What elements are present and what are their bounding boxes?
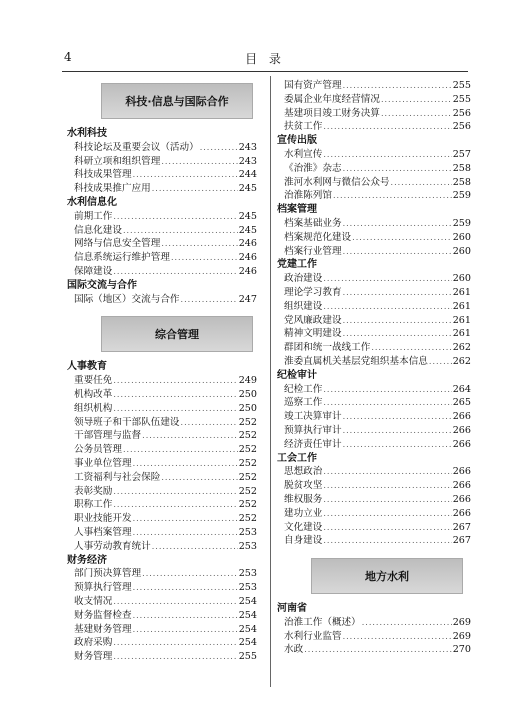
toc-entry[interactable] [74,141,257,155]
toc-entry[interactable] [74,182,257,196]
toc-entry-page: 259 [452,217,471,229]
toc-entry-title: 部门预决算管理 [74,568,142,580]
toc-entry-title: 公务员管理 [74,444,122,456]
toc-entry-title: 预算执行管理 [74,582,132,594]
toc-entry-page: 255 [238,651,257,663]
toc-entry-title: 建功立业 [284,507,323,519]
toc-category: 财务经济 [67,554,107,566]
toc-entry-page: 252 [238,430,257,442]
toc-entry-title: 脱贫攻坚 [284,480,323,492]
toc-entry-title: 维权服务 [284,493,323,505]
toc-leader-dots [113,650,237,664]
toc-entry-title: 档案规范化建设 [284,231,352,243]
toc-entry-title: 竣工决算审计 [284,411,342,423]
toc-entry[interactable] [284,630,471,644]
toc-leader-dots [343,438,452,452]
toc-leader-dots [113,265,237,279]
toc-category: 水利信息化 [67,196,117,208]
toc-leader-dots [113,595,237,609]
toc-entry-page: 245 [238,224,257,236]
toc-leader-dots [161,471,237,485]
toc-leader-dots [343,162,452,176]
toc-entry-page: 250 [238,402,257,414]
toc-left-column [67,79,257,664]
toc-leader-dots [133,609,238,623]
toc-entry-title: 文化建设 [284,521,323,533]
toc-entry-title: 委属企业年度经营情况 [284,93,380,105]
column-divider [270,76,271,687]
toc-leader-dots [133,457,238,471]
toc-entry[interactable] [284,521,471,535]
toc-entry-title: 思想政治 [284,466,323,478]
toc-entry-title: 表彰奖励 [74,485,113,497]
toc-entry-title: 重要任免 [74,375,113,387]
toc-entry[interactable] [284,383,471,397]
toc-leader-dots [161,237,237,251]
toc-leader-dots [343,327,452,341]
toc-entry-page: 249 [238,375,257,387]
toc-leader-dots [323,396,451,410]
toc-entry[interactable] [74,471,257,485]
toc-entry-page: 266 [452,466,471,478]
toc-entry-title: 政府采购 [74,637,113,649]
toc-entry[interactable] [74,498,257,512]
toc-entry-page: 253 [238,540,257,552]
toc-leader-dots [362,616,452,630]
toc-entry-page: 260 [452,231,471,243]
toc-entry-title: 职业技能开发 [74,513,132,525]
toc-entry[interactable] [284,327,471,341]
toc-entry-page: 254 [238,595,257,607]
toc-entry-title: 治淮工作（概述） [284,616,361,628]
toc-leader-dots [391,176,452,190]
toc-leader-dots [323,521,451,535]
toc-entry-title: 预算执行审计 [284,424,342,436]
toc-entry[interactable] [284,396,471,410]
toc-entry-page: 252 [238,499,257,511]
toc-entry-page: 253 [238,568,257,580]
toc-entry-title: 水政 [284,644,304,656]
toc-entry-page: 243 [238,155,257,167]
toc-entry-title: 工资福利与社会保险 [74,471,161,483]
toc-leader-dots [343,314,452,328]
toc-category: 人事教育 [67,361,107,373]
toc-entry[interactable] [284,643,471,657]
toc-entry[interactable] [74,168,257,182]
toc-leader-dots [123,443,238,457]
toc-entry-title: 水利宣传 [284,148,323,160]
toc-entry-page: 265 [452,397,471,409]
toc-entry-page: 254 [238,623,257,635]
toc-entry-title: 档案基础业务 [284,217,342,229]
toc-leader-dots [113,374,237,388]
toc-entry[interactable] [284,231,471,245]
toc-entry-page: 255 [452,80,471,91]
toc-leader-dots [323,479,451,493]
toc-entry[interactable] [74,485,257,499]
toc-entry[interactable] [284,465,471,479]
toc-entry[interactable] [74,402,257,416]
toc-leader-dots [323,148,451,162]
toc-entry-page: 266 [452,424,471,436]
toc-entry-title: 保障建设 [74,265,113,277]
toc-entry-page: 246 [238,238,257,250]
toc-entry-title: 淮河水利网与微信公众号 [284,176,390,188]
toc-entry[interactable] [284,616,471,630]
toc-entry-title: 经济责任审计 [284,438,342,450]
toc-entry[interactable] [284,438,471,452]
toc-leader-dots [333,189,452,203]
toc-entry[interactable] [284,341,471,355]
toc-entry[interactable] [74,526,257,540]
toc-entry-page: 269 [452,616,471,628]
toc-entry[interactable] [74,581,257,595]
toc-entry-page: 258 [452,162,471,174]
toc-leader-dots [113,388,237,402]
toc-entry[interactable] [74,623,257,637]
toc-entry-page: 244 [238,169,257,181]
toc-entry[interactable] [74,416,257,430]
toc-entry-page: 252 [238,457,257,469]
toc-leader-dots [323,507,451,521]
toc-entry[interactable] [74,265,257,279]
toc-entry-page: 252 [238,513,257,525]
toc-entry-title: 科研立项和组织管理 [74,155,161,167]
toc-entry-page: 261 [452,300,471,312]
toc-entry-title: 精神文明建设 [284,328,342,340]
toc-leader-dots [113,485,237,499]
toc-entry[interactable] [284,176,471,190]
toc-entry-title: 党风廉政建设 [284,314,342,326]
toc-entry-page: 255 [452,93,471,105]
toc-entry-title: 淮委直属机关基层党组织基本信息 [284,355,428,367]
toc-leader-dots [133,581,238,595]
toc-entry-title: 《治淮》杂志 [284,162,342,174]
toc-entry[interactable] [284,189,471,203]
toc-entry[interactable] [74,595,257,609]
toc-leader-dots [181,416,238,430]
toc-entry[interactable] [74,567,257,581]
toc-entry-page: 253 [238,582,257,594]
toc-entry-page: 245 [238,183,257,195]
toc-entry-title: 档案行业管理 [284,245,342,257]
toc-entry-page: 269 [452,630,471,642]
toc-entry[interactable] [74,210,257,224]
toc-entry[interactable] [74,374,257,388]
toc-leader-dots [133,623,238,637]
toc-entry-title: 人事劳动教育统计 [74,540,151,552]
toc-leader-dots [152,540,238,554]
section-banner: 科技·信息与国际合作 [101,83,253,119]
toc-entry-page: 254 [238,609,257,621]
toc-entry-page: 252 [238,471,257,483]
toc-leader-dots [304,643,452,657]
toc-leader-dots [343,410,452,424]
toc-entry-page: 257 [452,148,471,160]
toc-category: 宣传出版 [277,135,317,147]
toc-entry[interactable] [74,293,257,307]
toc-leader-dots [171,251,238,265]
toc-entry-title: 自身建设 [284,535,323,547]
toc-entry[interactable] [284,79,471,93]
toc-entry-title: 财务监督检查 [74,609,132,621]
toc-entry-page: 250 [238,388,257,400]
toc-leader-dots [133,168,238,182]
toc-entry-title: 国有资产管理 [284,80,342,91]
toc-entry-page: 259 [452,190,471,202]
toc-entry-page: 267 [452,535,471,547]
toc-entry-page: 246 [238,252,257,264]
toc-entry[interactable] [284,534,471,548]
toc-entry-page: 253 [238,526,257,538]
toc-entry-page: 258 [452,176,471,188]
page-number: 4 [64,50,72,64]
toc-entry[interactable] [74,636,257,650]
toc-entry[interactable] [284,272,471,286]
running-title: 目 录 [245,52,285,66]
toc-category: 水利科技 [67,128,107,139]
toc-entry-page: 262 [452,355,471,367]
toc-leader-dots [323,120,451,134]
toc-entry-title: 组织机构 [74,402,113,414]
toc-entry-title: 科技成果管理 [74,169,132,181]
toc-entry-page: 252 [238,485,257,497]
toc-leader-dots [133,512,238,526]
toc-entry-title: 人事档案管理 [74,526,132,538]
toc-leader-dots [133,526,238,540]
toc-entry[interactable] [284,162,471,176]
toc-entry[interactable] [284,245,471,259]
toc-entry-page: 266 [452,493,471,505]
toc-entry-title: 收支情况 [74,595,113,607]
toc-entry[interactable] [74,237,257,251]
toc-leader-dots [343,286,452,300]
toc-entry[interactable] [74,224,257,238]
toc-leader-dots [200,141,238,155]
section-banner: 综合管理 [101,316,253,352]
toc-entry-page: 245 [238,210,257,222]
toc-leader-dots [113,498,237,512]
toc-entry-page: 254 [238,637,257,649]
toc-entry[interactable] [284,107,471,121]
toc-entry-page: 261 [452,328,471,340]
toc-entry-page: 247 [238,293,257,305]
toc-entry-title: 网络与信息安全管理 [74,238,161,250]
toc-category: 河南省 [277,603,307,615]
toc-entry[interactable] [284,479,471,493]
toc-entry-page: 266 [452,411,471,423]
toc-entry-title: 财务管理 [74,651,113,663]
toc-right-column [277,79,471,657]
toc-leader-dots [152,182,238,196]
toc-entry[interactable] [284,286,471,300]
toc-leader-dots [323,465,451,479]
toc-leader-dots [113,636,237,650]
toc-category: 工会工作 [277,452,317,464]
toc-leader-dots [381,107,452,121]
toc-entry-title: 水利行业监管 [284,630,342,642]
toc-entry[interactable] [74,609,257,623]
toc-entry-title: 群团和统一战线工作 [284,342,371,354]
toc-entry-title: 信息化建设 [74,224,122,236]
toc-entry[interactable] [74,429,257,443]
toc-leader-dots [343,424,452,438]
toc-entry-title: 理论学习教育 [284,286,342,298]
toc-leader-dots [323,300,451,314]
toc-entry-title: 扶贫工作 [284,121,323,133]
toc-entry-title: 前期工作 [74,210,113,222]
toc-leader-dots [429,355,452,369]
toc-entry-title: 纪检工作 [284,383,323,395]
toc-entry[interactable] [74,457,257,471]
toc-category: 国际交流与合作 [67,279,137,291]
toc-entry-page: 252 [238,444,257,456]
toc-entry-page: 261 [452,314,471,326]
toc-entry-title: 科技论坛及重要会议（活动） [74,141,199,153]
toc-entry-page: 262 [452,342,471,354]
toc-leader-dots [371,341,451,355]
toc-entry-title: 巡察工作 [284,397,323,409]
toc-entry-title: 机构改革 [74,388,113,400]
spacer [277,548,471,554]
toc-leader-dots [161,155,237,169]
toc-entry-page: 246 [238,265,257,277]
section-banner: 地方水利 [311,558,463,594]
toc-entry-page: 256 [452,107,471,119]
toc-entry-title: 领导班子和干部队伍建设 [74,416,180,428]
toc-category: 党建工作 [277,259,317,271]
toc-leader-dots [123,224,238,238]
toc-entry[interactable] [74,388,257,402]
toc-leader-dots [181,293,238,307]
toc-leader-dots [142,567,238,581]
toc-entry-title: 事业单位管理 [74,457,132,469]
toc-entry[interactable] [74,650,257,664]
toc-entry-title: 国际（地区）交流与合作 [74,293,180,305]
toc-leader-dots [381,93,452,107]
toc-leader-dots [343,79,452,93]
toc-entry[interactable] [284,148,471,162]
toc-entry-page: 252 [238,416,257,428]
toc-leader-dots [343,630,452,644]
toc-leader-dots [343,245,452,259]
toc-entry-title: 治淮陈列馆 [284,190,332,202]
toc-leader-dots [113,402,237,416]
toc-entry[interactable] [284,217,471,231]
toc-entry[interactable] [74,443,257,457]
toc-entry-title: 干部管理与监督 [74,430,142,442]
toc-entry[interactable] [74,540,257,554]
toc-entry[interactable] [284,93,471,107]
toc-entry[interactable] [74,251,257,265]
toc-entry[interactable] [284,410,471,424]
toc-entry[interactable] [284,300,471,314]
toc-entry-title: 政治建设 [284,273,323,285]
toc-entry-page: 261 [452,286,471,298]
toc-leader-dots [343,217,452,231]
toc-entry-page: 256 [452,121,471,133]
toc-entry[interactable] [284,314,471,328]
toc-entry-page: 267 [452,521,471,533]
toc-leader-dots [113,210,237,224]
toc-leader-dots [352,231,452,245]
header-rule [62,71,468,72]
toc-entry-title: 基建项目竣工财务决算 [284,107,380,119]
toc-entry[interactable] [284,120,471,134]
toc-entry[interactable] [284,355,471,369]
toc-entry-page: 243 [238,141,257,153]
toc-entry[interactable] [284,507,471,521]
toc-category: 纪检审计 [277,369,317,381]
toc-leader-dots [323,493,451,507]
toc-entry[interactable] [284,424,471,438]
toc-entry-title: 组织建设 [284,300,323,312]
toc-entry-title: 基建财务管理 [74,623,132,635]
toc-entry-page: 270 [452,644,471,656]
toc-entry[interactable] [74,155,257,169]
toc-entry-title: 职称工作 [74,499,113,511]
toc-leader-dots [323,272,451,286]
toc-entry-page: 266 [452,438,471,450]
spacer [67,306,257,312]
page-header [62,48,468,68]
toc-category: 档案管理 [277,204,317,216]
toc-entry-page: 260 [452,273,471,285]
toc-entry-page: 260 [452,245,471,257]
toc-leader-dots [142,429,238,443]
toc-entry-page: 264 [452,383,471,395]
toc-entry-title: 科技成果推广应用 [74,183,151,195]
toc-leader-dots [323,383,451,397]
toc-entry-page: 266 [452,507,471,519]
toc-entry[interactable] [284,493,471,507]
toc-entry[interactable] [74,512,257,526]
toc-entry-page: 266 [452,480,471,492]
toc-entry-title: 信息系统运行维护管理 [74,252,170,264]
toc-leader-dots [323,534,451,548]
